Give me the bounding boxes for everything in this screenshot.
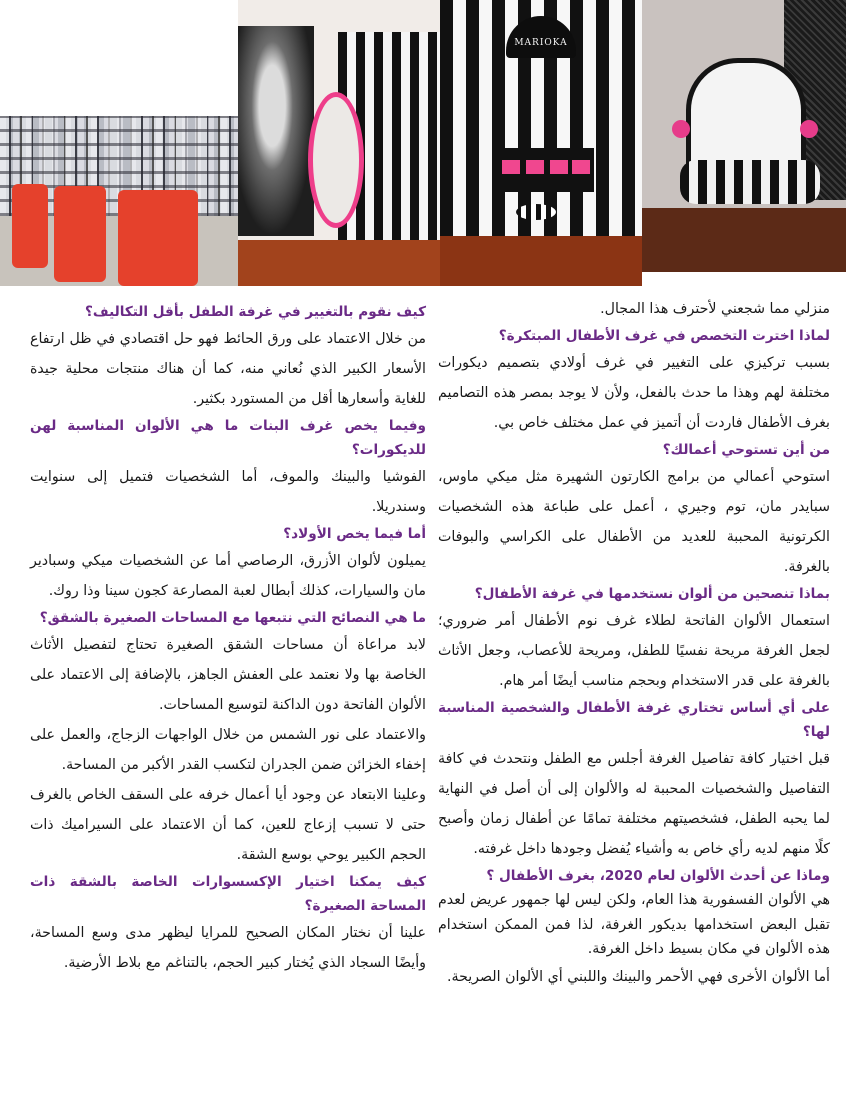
- paragraph: هي الألوان الفسفورية هذا العام، ولكن ليس لها جمهور عريض لعدم تقبل البعض استخدامها بديكور الغرفة، لذا فمن الممكن استخدام هذه الألوان في مكان بسيط داخل الغرفة.: [438, 892, 830, 957]
- photo-armchair: [642, 0, 846, 272]
- question-heading: ما هي النصائح التي نتبعها مع المساحات الصغيرة بالشقق؟: [39, 610, 426, 626]
- wooden-floor: [238, 240, 440, 286]
- paragraph: استوحي أعمالي من برامج الكارتون الشهيرة مثل ميكي ماوس، سبايدر مان، توم وجيري ، أعمل على طباعة هذه الشخصيات الكرتونية المحببة للعديد من الأطفال على الكراسي والبوفات بالغرفة.: [438, 469, 830, 575]
- marilyn-poster: [238, 26, 314, 236]
- pink-drawer: [526, 160, 544, 174]
- paragraph: من خلال الاعتماد على ورق الحائط فهو حل اقتصادي في ظل ارتفاع الأسعار الكبير الذي نُعاني منه، كما أن هناك منتجات محلية جيدة للغاية وأسعارها أقل من المستورد بكثير.: [30, 331, 426, 407]
- wooden-floor: [440, 236, 642, 286]
- question-heading: كيف نقوم بالتغيير في غرفة الطفل بأقل التكاليف؟: [85, 304, 426, 320]
- paragraph: أما الألوان الأخرى فهي الأحمر والبينك واللبني أي الألوان الصريحة.: [446, 968, 830, 985]
- striped-stool: [516, 204, 556, 220]
- question-heading: وماذا عن أحدث الألوان لعام 2020، بغرف الأطفال ؟: [486, 868, 830, 884]
- pink-fur-trim: [672, 120, 690, 138]
- paragraph: قبل اختيار كافة تفاصيل الغرفة أجلس مع الطفل ونتحدث في كافة التفاصيل والشخصيات المحببة له والألوان إلى أن أصل في النهاية لما يحبه الطفل، فشخصيتهم مختلفة تمامًا عن أطفال زمان وأصبح كلًا منهم لديه رأي خاص به وأشياء يُفضل وجودها داخل غرفته.: [438, 751, 830, 857]
- question-heading: لماذا اخترت التخصص في غرف الأطفال المبتكرة؟: [498, 328, 830, 344]
- pink-drawer: [572, 160, 590, 174]
- paragraph: الفوشيا والبينك والموف، أما الشخصيات فتميل إلى سنوايت وسندريلا.: [30, 469, 426, 515]
- red-bed-2: [54, 186, 106, 282]
- photo-vanity-room: [440, 0, 642, 286]
- paragraph: منزلي مما شجعني لأحترف هذا المجال.: [600, 301, 830, 317]
- paragraph: يميلون لألوان الأزرق، الرصاصي أما عن الشخصيات ميكي وسبادير مان والسيارات، كذلك أبطال لعبة المصارعة كجون سينا وذا روك.: [30, 553, 426, 599]
- left-column: [30, 300, 426, 978]
- pink-drawer: [502, 160, 520, 174]
- paragraph: استعمال الألوان الفاتحة لطلاء غرف نوم الأطفال أمر ضروري؛ لجعل الغرفة مريحة نفسيًا للطفل، ومريحة للأعصاب، وجعل الأثاث بالغرفة على قدر الاستخدام وبحجم مناسب أيضًا أمر هام.: [438, 613, 830, 689]
- question-heading: بماذا تنصحين من ألوان نستخدمها في غرفة الأطفال؟: [474, 586, 830, 602]
- photo-marilyn-mirror-room: [238, 0, 440, 286]
- photo-red-beds-room: [0, 116, 238, 286]
- question-heading: على أي أساس تختاري غرفة الأطفال والشخصية المناسبة لها؟: [438, 700, 830, 740]
- red-bed-3: [118, 190, 198, 286]
- question-heading: أما فيما يخص الأولاد؟: [283, 526, 426, 542]
- red-bed-1: [12, 184, 48, 268]
- pink-fur-trim: [800, 120, 818, 138]
- striped-armchair-seat: [680, 160, 820, 204]
- question-heading: كيف يمكنا اختيار الإكسسوارات الخاصة بالشقة ذات المساحة الصغيرة؟: [30, 874, 426, 914]
- paragraph: بسبب تركيزي على التغيير في غرف أولادي بتصميم ديكورات مختلفة لهم وهذا ما حدث بالفعل، ولأن لا يوجد بمصر هذه التصاميم بغرف الأطفال فاردت أن أتميز في عمل مختلف خاص بي.: [438, 355, 830, 431]
- paragraph: وعلينا الابتعاد عن وجود أيا أعمال خرفه على السقف الخاص بالغرف حتى لا تسبب إزعاج للعين، كما أن الاعتماد على السيراميك ذات الحجم الكبير يوحي بوسع الشقة.: [30, 787, 426, 863]
- question-heading: وفيما يخص غرف البنات ما هي الألوان المناسبة لهن للديكورات؟: [30, 418, 426, 458]
- photo-strip: [0, 0, 846, 286]
- sign-text: MARIOKA: [514, 38, 568, 48]
- pink-drawer: [550, 160, 568, 174]
- right-column: [438, 294, 830, 992]
- wooden-floor: [642, 208, 846, 272]
- pink-oval-mirror: [308, 92, 364, 228]
- paragraph: والاعتماد على نور الشمس من خلال الواجهات الزجاج، والعمل على إخفاء الخزائن ضمن الجدران لتكسب القدر الأكبر من المساحة.: [30, 727, 426, 773]
- paragraph: لابد مراعاة أن مساحات الشقق الصغيرة تحتاج لتفصيل الأثاث الخاصة بها ولا نعتمد على العفش الجاهز، بالإضافة إلى الاعتماد على الألوان الفاتحة دون الداكنة لتوسيع المساحات.: [30, 637, 426, 713]
- question-heading: من أين تستوحي أعمالك؟: [662, 442, 830, 458]
- paragraph: علينا أن نختار المكان الصحيح للمرايا ليظهر مدى وسع المساحة، وأيضًا السجاد الذي يُختار كبير الحجم، بالتناغم مع بلاط الأرضية.: [30, 925, 426, 971]
